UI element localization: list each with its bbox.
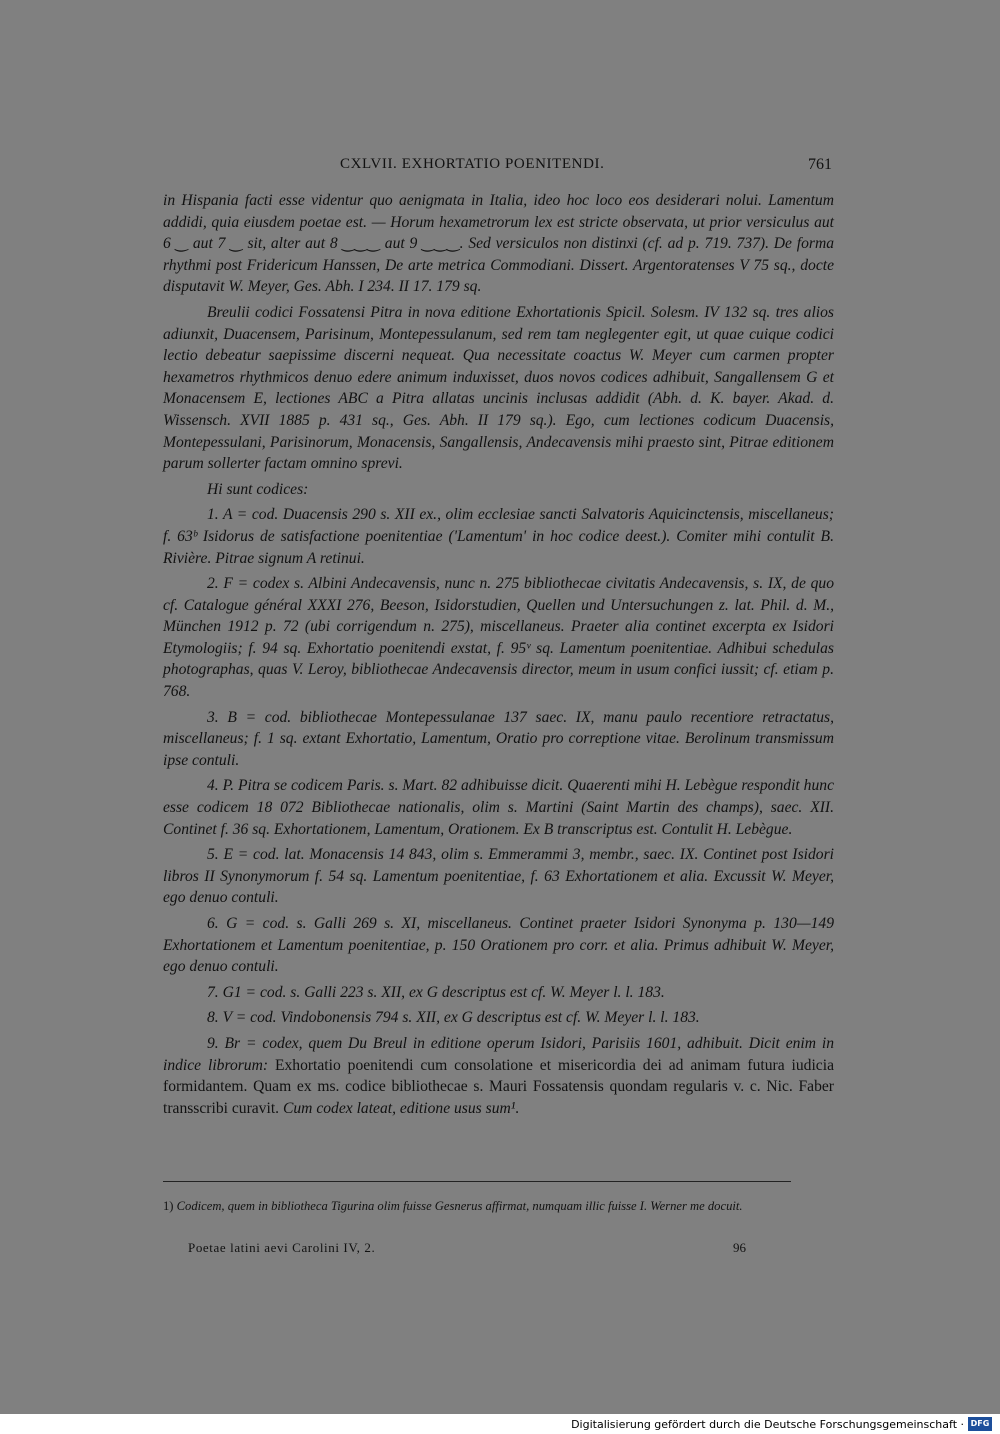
entry-italic-start: 9. Br = codex, quem Du Breul in editione operum Isidori, Parisiis 1601, adhibuit. Dicit enim in indice librorum: <box>163 1034 834 1074</box>
codex-entry: 8. V = cod. Vindobonensis 794 s. XII, ex G descriptus est cf. W. Meyer l. l. 183. <box>207 1009 700 1027</box>
codex-entry: 5. E = cod. lat. Monacensis 14 843, olim s. Emmerammi 3, membr., saec. IX. Continet post Isidori libros II Synonymorum f. 54 sq. Lamentum poenitentiae, f. 63 Exhortationem et alia. Excussit W. Meyer, ego denuo contuli. <box>163 846 834 907</box>
body-text <box>163 190 834 1123</box>
footnote-divider <box>163 1181 791 1182</box>
paragraph: Breulii codici Fossatensi Pitra in nova editione Exhortationis Spicil. Solesm. IV 132 sq. tres alios adiunxit, Duacensem, Parisinum, Montepessulanum, sed rem tam neglegenter egit, ut quae cuique codici lectio debeatur saepissime discerni nequeat. Qua necessitate coactus W. Meyer cum carmen propter hexametros rhythmicos denuo edere animum induxisset, duos novos codices adhibuit, Sangallensem G et Monacensem E, lectiones ABC a Pitra allatas uncinis inclusas addidit (Abh. d. K. bayer. Akad. d. Wissensch. XVII 1885 p. 431 sq., Ges. Abh. II 179 sq.). Ego, cum lectiones codicum Duacensis, Montepessulani, Parisinorum, Monacensis, Sangallensis, Andecavensis mihi praesto sint, Pitrae editionem parum sollerter factam omnino sprevi. <box>163 303 834 473</box>
running-header: CXLVII. EXHORTATIO POENITENDI. <box>340 156 605 172</box>
page-number: 761 <box>808 156 832 173</box>
dfg-logo-icon: DFG <box>968 1417 992 1431</box>
codex-entry: 1. A = cod. Duacensis 290 s. XII ex., olim ecclesiae sancti Salvatoris Aquicinctensis, miscellaneus; f. 63ᵇ Isidorus de satisfactione poenitentiae ('Lamentum' in hoc codice deest.). Comiter mihi contulit B. Rivière. Pitrae signum A retinui. <box>163 506 834 567</box>
paragraph: in Hispania facti esse videntur quo aenigmata in Italia, ideo hoc loco eos desiderari nolui. Lamentum addidi, quia eiusdem poetae est. — Horum hexametrorum lex est stricte observata, ut prior versiculus aut 6 ‿ aut 7 ‿ sit, alter aut 8 ‿‿‿ aut 9 ‿‿‿. Sed versiculos non distinxi (cf. ad p. 719. 737). De forma rhythmi post Fridericum Hanssen, De arte metrica Commodiani. Dissert. Argentoratenses V 75 sq., docte disputavit W. Meyer, Ges. Abh. I 234. II 17. 179 sq. <box>163 192 834 296</box>
codex-entry: 4. P. Pitra se codicem Paris. s. Mart. 82 adhibuisse dicit. Quaerenti mihi H. Lebègue respondit hunc esse codicem 18 072 Bibliothecae nationalis, olim s. Martini (Saint Martin des champs), saec. XII. Continet f. 36 sq. Exhortationem, Lamentum, Orationem. Ex B transcriptus est. Contulit H. Lebègue. <box>163 777 834 838</box>
entry-italic-end: Cum codex lateat, editione usus sum¹. <box>279 1099 520 1117</box>
entry-roman-quote: Exhortatio poenitendi cum consolatione et misericordia dei ad animam futura iudicia formidantem. Quam ex ms. codice bibliothecae s. Mauri Fossatensis quondam regularis v. c. Nic. Faber transscribi curavit. <box>163 1056 834 1117</box>
footnote-number: 1) <box>163 1199 174 1213</box>
footnote <box>163 1196 834 1216</box>
footnote-text: Codicem, quem in bibliotheca Tigurina olim fuisse Gesnerus affirmat, numquam illic fuisse I. Werner me docuit. <box>173 1199 743 1213</box>
paragraph: Hi sunt codices: <box>207 480 309 498</box>
footer-signature: Poetae latini aevi Carolini IV, 2. <box>188 1240 376 1255</box>
funding-credit: Digitalisierung gefördert durch die Deutsche Forschungsgemeinschaft · <box>571 1418 964 1431</box>
codex-entry: 7. G1 = cod. s. Galli 223 s. XII, ex G descriptus est cf. W. Meyer l. l. 183. <box>207 983 665 1001</box>
footer-sheet-number: 96 <box>733 1240 746 1255</box>
codex-entry: 2. F = codex s. Albini Andecavensis, nunc n. 275 bibliothecae civitatis Andecavensis, s. IX, de quo cf. Catalogue général XXXI 276, Beeson, Isidorstudien, Quellen und Untersuchungen z. lat. Phil. d. M., München 1912 p. 72 (ubi corrigendum n. 275), miscellaneus. Praeter alia continet excerpta ex Isidori Etymologiis; f. 94 sq. Exhortatio poenitendi exstat, f. 95ᵛ sq. Lamentum poenitentiae. Adhibui schedulas photographas, quas V. Leroy, bibliothecae Andecavensis director, meum in usum confici iussit; cf. etiam p. 768. <box>163 575 834 701</box>
codex-entry: 6. G = cod. s. Galli 269 s. XI, miscellaneus. Continet praeter Isidori Synonyma p. 130—149 Exhortationem et Lamentum poenitentiae, p. 150 Orationem pro corr. et alia. Primus adhibuit W. Meyer, ego denuo contuli. <box>163 915 834 976</box>
codex-entry-last <box>163 1033 834 1119</box>
codex-entry: 3. B = cod. bibliothecae Montepessulanae 137 saec. IX, manu paulo recentiore retractatus, miscellaneus; f. 1 sq. extant Exhortatio, Lamentum, Oratio pro correptione vitae. Berolinum transmissum ipse contuli. <box>163 708 834 769</box>
